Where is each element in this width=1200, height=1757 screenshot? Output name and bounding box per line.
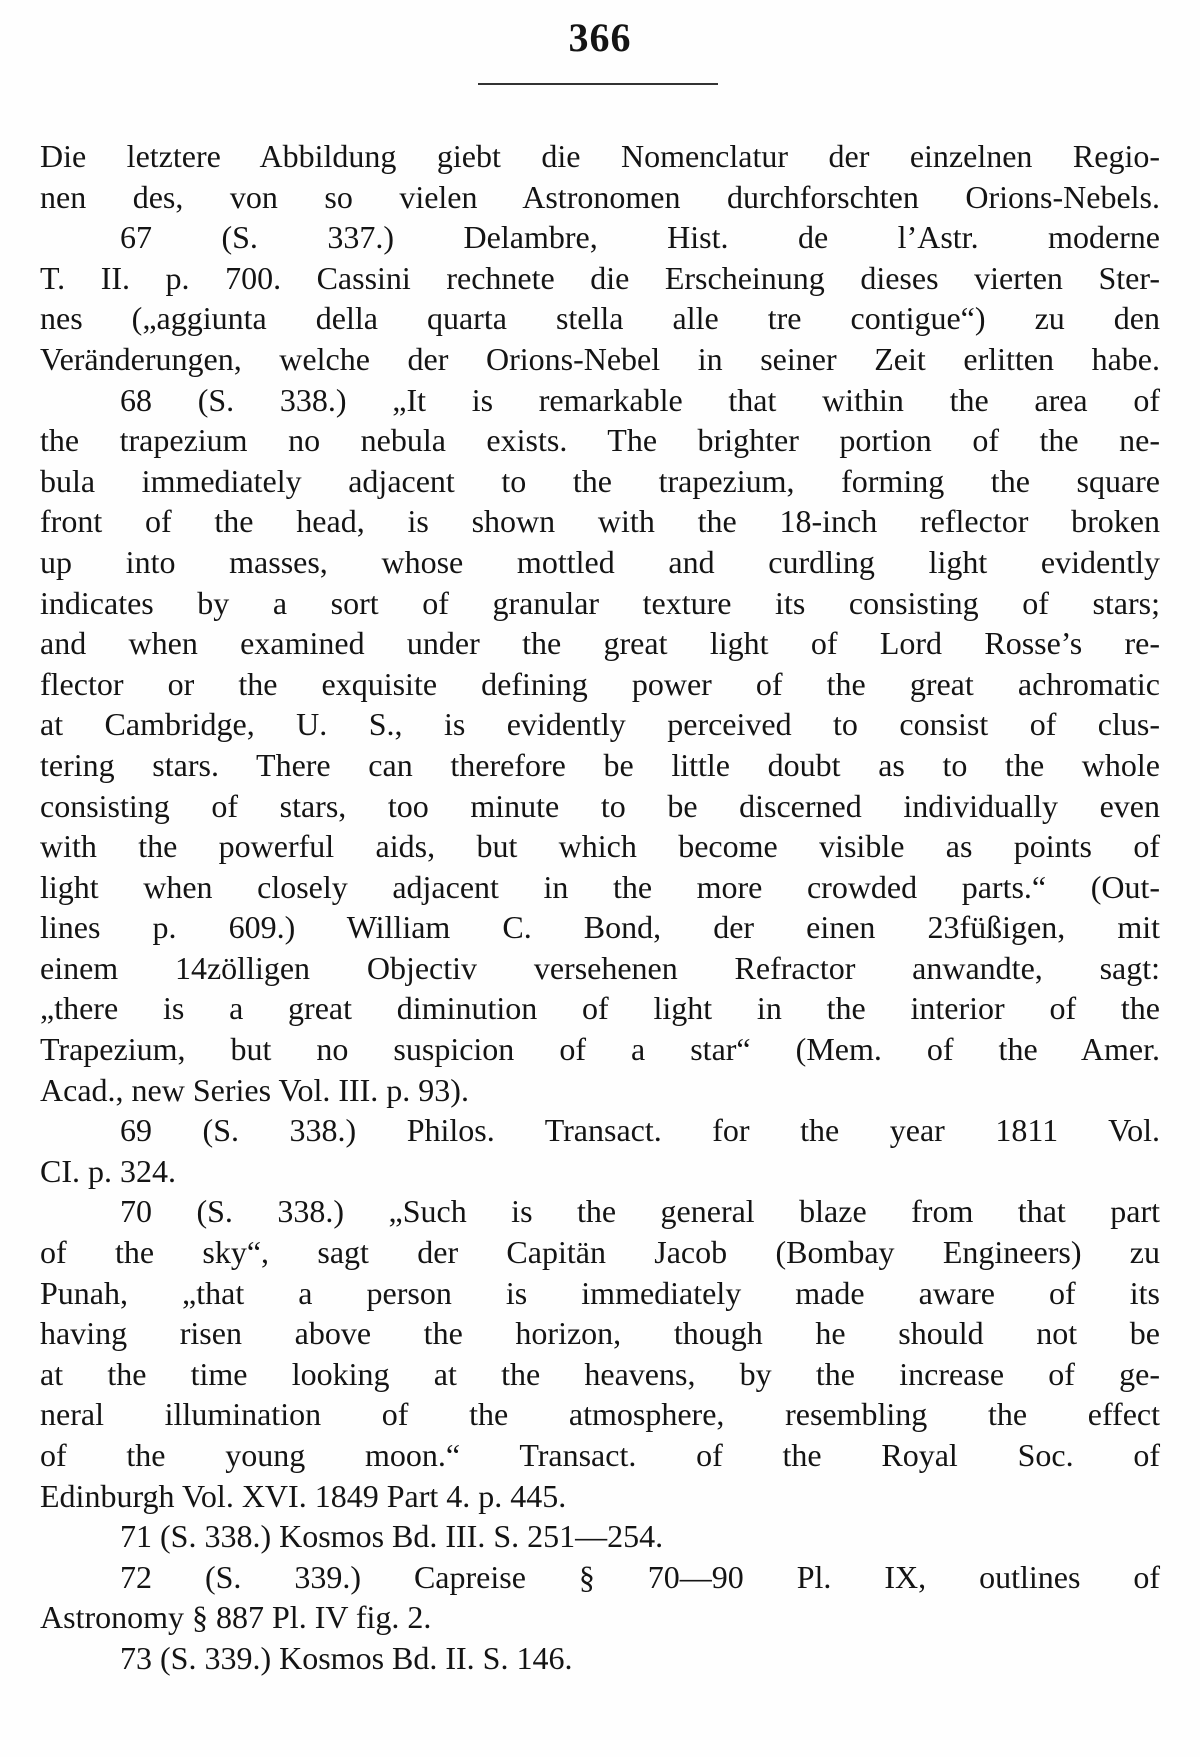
- text-line: CI. p. 324.: [40, 1152, 176, 1189]
- text-line: einem 14zölligen Objectiv versehenen Refractor anwandte, sagt:: [40, 949, 1160, 986]
- text-line: Veränderungen, welche der Orions-Nebel in seiner Zeit erlitten habe.: [40, 340, 1160, 377]
- text-line: 68 (S. 338.) „It is remarkable that within the area of: [120, 381, 1160, 418]
- text-line: lines p. 609.) William C. Bond, der einen 23füßigen, mit: [40, 909, 1160, 946]
- text-line: 71 (S. 338.) Kosmos Bd. III. S. 251—254.: [120, 1518, 664, 1555]
- text-line: front of the head, is shown with the 18-inch reflector broken: [40, 503, 1160, 540]
- text-line: bula immediately adjacent to the trapezium, forming the square: [40, 462, 1160, 499]
- text-line: having risen above the horizon, though he should not be: [40, 1315, 1160, 1352]
- page-number: 366: [568, 15, 632, 60]
- text-line: at the time looking at the heavens, by the increase of ge-: [40, 1355, 1160, 1392]
- text-line: 70 (S. 338.) „Such is the general blaze from that part: [120, 1193, 1160, 1230]
- text-line: Edinburgh Vol. XVI. 1849 Part 4. p. 445.: [40, 1477, 567, 1514]
- text-line: tering stars. There can therefore be little doubt as to the whole: [40, 746, 1160, 783]
- text-line: T. II. p. 700. Cassini rechnete die Erscheinung dieses vierten Ster-: [40, 259, 1160, 296]
- text-line: at Cambridge, U. S., is evidently perceived to consist of clus-: [40, 706, 1160, 743]
- text-line: with the powerful aids, but which become visible as points of: [40, 828, 1160, 865]
- body-text: [40, 136, 1160, 1679]
- text-line: Acad., new Series Vol. III. p. 93).: [40, 1071, 469, 1108]
- text-line: light when closely adjacent in the more crowded parts.“ (Out-: [40, 868, 1160, 905]
- text-line: indicates by a sort of granular texture its consisting of stars;: [40, 584, 1160, 621]
- text-line: of the young moon.“ Transact. of the Royal Soc. of: [40, 1437, 1160, 1473]
- text-line: 72 (S. 339.) Capreise § 70—90 Pl. IX, outlines of: [120, 1558, 1160, 1595]
- text-line: 69 (S. 338.) Philos. Transact. for the year 1811 Vol.: [120, 1112, 1160, 1149]
- header-rule: [478, 83, 718, 85]
- text-line: Astronomy § 887 Pl. IV fig. 2.: [40, 1599, 432, 1636]
- text-line: nen des, von so vielen Astronomen durchforschten Orions-Nebels.: [40, 178, 1160, 215]
- text-line: neral illumination of the atmosphere, resembling the effect: [40, 1396, 1160, 1433]
- text-line: up into masses, whose mottled and curdling light evidently: [40, 543, 1160, 580]
- text-line: the trapezium no nebula exists. The brighter portion of the ne-: [40, 422, 1160, 459]
- text-line: 73 (S. 339.) Kosmos Bd. II. S. 146.: [120, 1639, 573, 1676]
- text-line: „there is a great diminution of light in the interior of the: [40, 990, 1160, 1027]
- text-line: Die letztere Abbildung giebt die Nomenclatur der einzelnen Regio-: [40, 138, 1160, 174]
- text-line: 67 (S. 337.) Delambre, Hist. de l’Astr. moderne: [120, 219, 1160, 256]
- text-line: of the sky“, sagt der Capitän Jacob (Bombay Engineers) zu: [40, 1234, 1160, 1271]
- text-line: Punah, „that a person is immediately made aware of its: [40, 1274, 1160, 1311]
- text-line: nes („aggiunta della quarta stella alle tre contigue“) zu den: [40, 300, 1160, 337]
- text-line: consisting of stars, too minute to be discerned individually even: [40, 787, 1160, 824]
- text-line: Trapezium, but no suspicion of a star“ (Mem. of the Amer.: [40, 1031, 1160, 1068]
- text-line: flector or the exquisite defining power of the great achromatic: [40, 665, 1160, 702]
- text-line: and when examined under the great light of Lord Rosse’s re-: [40, 625, 1160, 662]
